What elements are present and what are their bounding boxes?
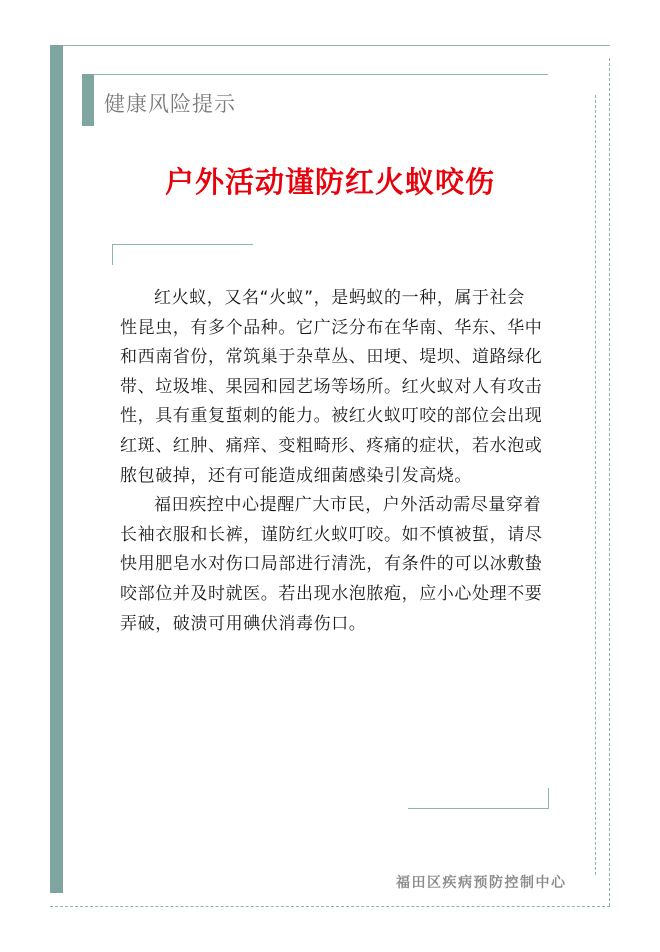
paragraph-line: 福田疾控中心提醒广大市民，户外活动需尽量穿着 [154, 495, 542, 516]
frame-top-line [50, 45, 610, 46]
paragraph-line: 性，具有重复蜇刺的能力。被红火蚁叮咬的部位会出现 [120, 406, 543, 427]
paragraph-line: 带、垃圾堆、果园和园艺场等场所。红火蚁对人有攻击 [120, 376, 543, 397]
paragraph-line: 脓包破掉，还有可能造成细菌感染引发高烧。 [120, 465, 472, 486]
tag-accent-bar [82, 74, 94, 126]
paragraph-line: 长袖衣服和长裤，谨防红火蚁叮咬。如不慎被蜇，请尽 [120, 524, 543, 545]
page-title: 户外活动谨防红火蚁咬伤 [164, 165, 495, 199]
article-body [120, 284, 543, 639]
footer-organization: 福田区疾病预防控制中心 [396, 875, 567, 891]
frame-bottom-dashed-line [50, 906, 610, 907]
paragraph-line: 性昆虫，有多个品种。它广泛分布在华南、华东、华中 [120, 317, 543, 338]
paragraph-line: 快用肥皂水对伤口局部进行清洗，有条件的可以冰敷蛰 [120, 554, 543, 575]
paragraph-line: 咬部位并及时就医。若出现水泡脓疱，应小心处理不要 [120, 583, 543, 604]
paragraph-line: 红斑、红肿、痛痒、变粗畸形、疼痛的症状，若水泡或 [120, 435, 543, 456]
section-tag: 健康风险提示 [104, 92, 236, 116]
bottom-right-bracket [408, 788, 549, 809]
inner-right-dashed-line [595, 95, 596, 875]
paragraph-line: 弄破，破溃可用碘伏消毒伤口。 [120, 613, 367, 634]
inner-top-line [82, 74, 548, 75]
paragraph-line: 和西南省份，常筑巢于杂草丛、田埂、堤坝、道路绿化 [120, 347, 543, 368]
paragraph-line: 红火蚁，又名“火蚁”，是蚂蚁的一种，属于社会 [154, 288, 525, 308]
top-left-bracket [112, 244, 253, 265]
